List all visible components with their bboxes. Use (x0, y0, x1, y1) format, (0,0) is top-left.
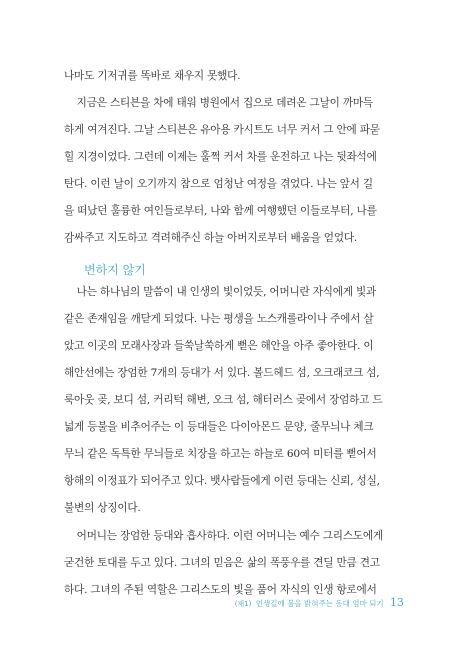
running-title: 인생길에 불을 밝혀주는 등대 엄마 되기 (255, 599, 384, 608)
text-line: 하다. 그녀의 주된 역할은 그리스도의 빛을 품어 자식의 인생 항로에서 (64, 584, 377, 596)
page-number: 13 (390, 596, 404, 609)
text-line: 힐 지경이었다. 그런데 이제는 훌쩍 커서 차를 운전하고 나는 뒷좌석에 (64, 151, 377, 163)
text-line: 았고 이곳의 모래사장과 들쑥날쑥하게 뻗은 해안을 아주 좋아한다. 이 (64, 340, 374, 352)
text-line: 어머니는 장엄한 등대와 흡사하다. 이런 어머니는 예수 그리스도에게 (64, 530, 383, 542)
text-line: 항해의 이정표가 되어주고 있다. 뱃사람들에게 이런 등대는 신뢰, 성실, (64, 475, 380, 487)
chapter-mark: (제1) (234, 600, 252, 608)
text-line: 같은 존재임을 깨닫게 되었다. 나는 평생을 노스캐롤라이나 주에서 살 (64, 313, 374, 325)
text-line: 을 떠났던 훌륭한 여인들로부터, 나와 함께 여행했던 이들로부터, 나를 (64, 205, 377, 217)
paragraph-1 (64, 63, 412, 252)
text-line: 굳건한 토대를 두고 있다. 그녀의 믿음은 삶의 폭풍우를 견딜 만큼 견고 (64, 557, 380, 569)
text-line: 불변의 상징이다. (64, 502, 141, 514)
text-line: 탄다. 이런 날이 오기까지 참으로 엄청난 여정을 겪었다. 나는 앞서 길 (64, 178, 373, 190)
text-line: 나마도 기저귀를 똑바로 채우지 못했다. (64, 70, 241, 82)
text-line: 감싸주고 지도하고 격려해주신 하늘 아버지로부터 배움을 얻었다. (64, 232, 358, 244)
text-line: 하게 여겨진다. 그날 스티븐은 유아용 카시트도 너무 커서 그 안에 파묻 (64, 124, 380, 136)
text-line: 나는 하나님의 말씀이 내 인생의 빛이었듯, 어머니란 자식에게 빛과 (64, 286, 377, 298)
text-line: 지금은 스티븐을 차에 태워 병원에서 집으로 데려온 그날이 까마득 (64, 97, 373, 109)
paragraph-2 (64, 279, 412, 522)
section-heading: 변하지 않기 (84, 263, 146, 277)
text-line: 넓게 등불을 비추어주는 이 등대들은 다이아몬드 문양, 줄무늬나 체크 (64, 421, 374, 433)
text-line: 해안선에는 장엄한 7개의 등대가 서 있다. 볼드헤드 섬, 오크래코크 섬, (64, 367, 380, 379)
paragraph-3 (64, 523, 412, 604)
text-line: 룩아웃 곶, 보디 섬, 커리턱 해변, 오크 섬, 해터러스 곶에서 장엄하고 드 (64, 394, 383, 406)
page-footer (235, 596, 404, 609)
text-line: 무늬 같은 독특한 무늬들로 치장을 하고는 하늘로 60여 미터를 뻗어서 (64, 448, 377, 460)
